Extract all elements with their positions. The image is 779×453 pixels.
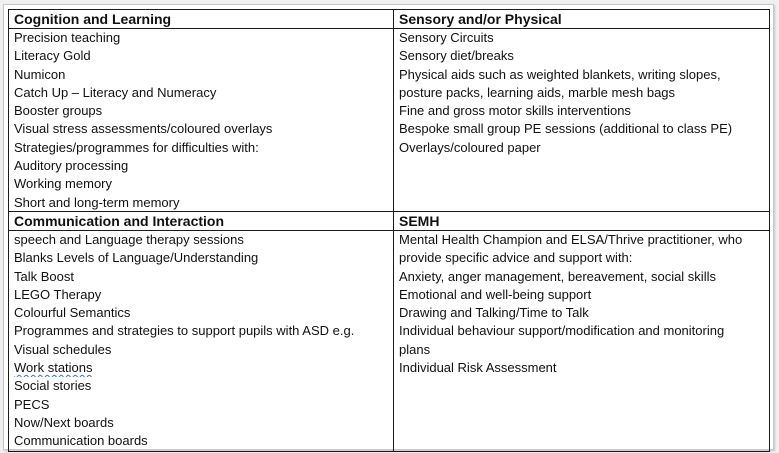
sensory-item: Physical aids such as weighted blankets, writing slopes, [399, 66, 721, 82]
communication-item [9, 359, 393, 377]
sensory-cell [394, 10, 770, 212]
cognition-item: Precision teaching [14, 30, 121, 45]
cognition-item: Short and long-term memory [14, 194, 180, 210]
semh-item: Anxiety, anger management, bereavement, social skills [399, 268, 716, 284]
spellcheck-flagged-text: Work stations [14, 360, 93, 376]
provision-table [8, 9, 770, 452]
semh-item: Emotional and well-being support [399, 286, 592, 302]
sensory-item: posture packs, learning aids, marble mesh bags [399, 84, 676, 100]
semh-item: Drawing and Talking/Time to Talk [399, 305, 589, 321]
cognition-item: Catch Up – Literacy and Numeracy [14, 84, 217, 100]
communication-item: Programmes and strategies to support pupils with ASD e.g. [14, 323, 355, 339]
sensory-heading: Sensory and/or Physical [394, 10, 769, 29]
cognition-item: Visual stress assessments/coloured overlays [14, 121, 273, 137]
cognition-item: Auditory processing [14, 158, 129, 174]
sensory-item: Bespoke small group PE sessions (additional to class PE) [399, 121, 733, 137]
communication-item: Communication boards [14, 433, 148, 449]
cognition-item: Booster groups [14, 103, 103, 119]
cognition-cell [9, 10, 394, 212]
communication-cell [9, 212, 394, 452]
sensory-item: Sensory Circuits [399, 30, 494, 45]
document-frame [3, 4, 774, 450]
cognition-heading: Cognition and Learning [9, 10, 393, 29]
semh-item: Individual Risk Assessment [399, 360, 557, 376]
communication-item: Social stories [14, 378, 92, 394]
communication-item: Now/Next boards [14, 414, 114, 430]
sensory-item: Overlays/coloured paper [399, 139, 541, 155]
sensory-item: Sensory diet/breaks [399, 48, 514, 64]
cognition-item: Numicon [14, 66, 66, 82]
semh-cell [394, 212, 770, 452]
semh-item: Mental Health Champion and ELSA/Thrive practitioner, who [399, 232, 743, 247]
semh-item: provide specific advice and support with: [399, 250, 633, 266]
communication-item: Colourful Semantics [14, 305, 131, 321]
communication-item: LEGO Therapy [14, 286, 102, 302]
communication-item: speech and Language therapy sessions [14, 232, 244, 247]
semh-heading: SEMH [394, 212, 769, 231]
semh-item: plans [399, 341, 431, 357]
semh-item: Individual behaviour support/modification and monitoring [399, 323, 725, 339]
cognition-item: Strategies/programmes for difficulties with: [14, 139, 259, 155]
communication-item: PECS [14, 396, 50, 412]
communication-item: Talk Boost [14, 268, 74, 284]
cognition-item: Working memory [14, 176, 113, 192]
communication-item: Visual schedules [14, 341, 112, 357]
cognition-item: Literacy Gold [14, 48, 91, 64]
communication-item: Blanks Levels of Language/Understanding [14, 250, 259, 266]
sensory-item: Fine and gross motor skills interventions [399, 103, 631, 119]
communication-heading: Communication and Interaction [9, 212, 393, 231]
